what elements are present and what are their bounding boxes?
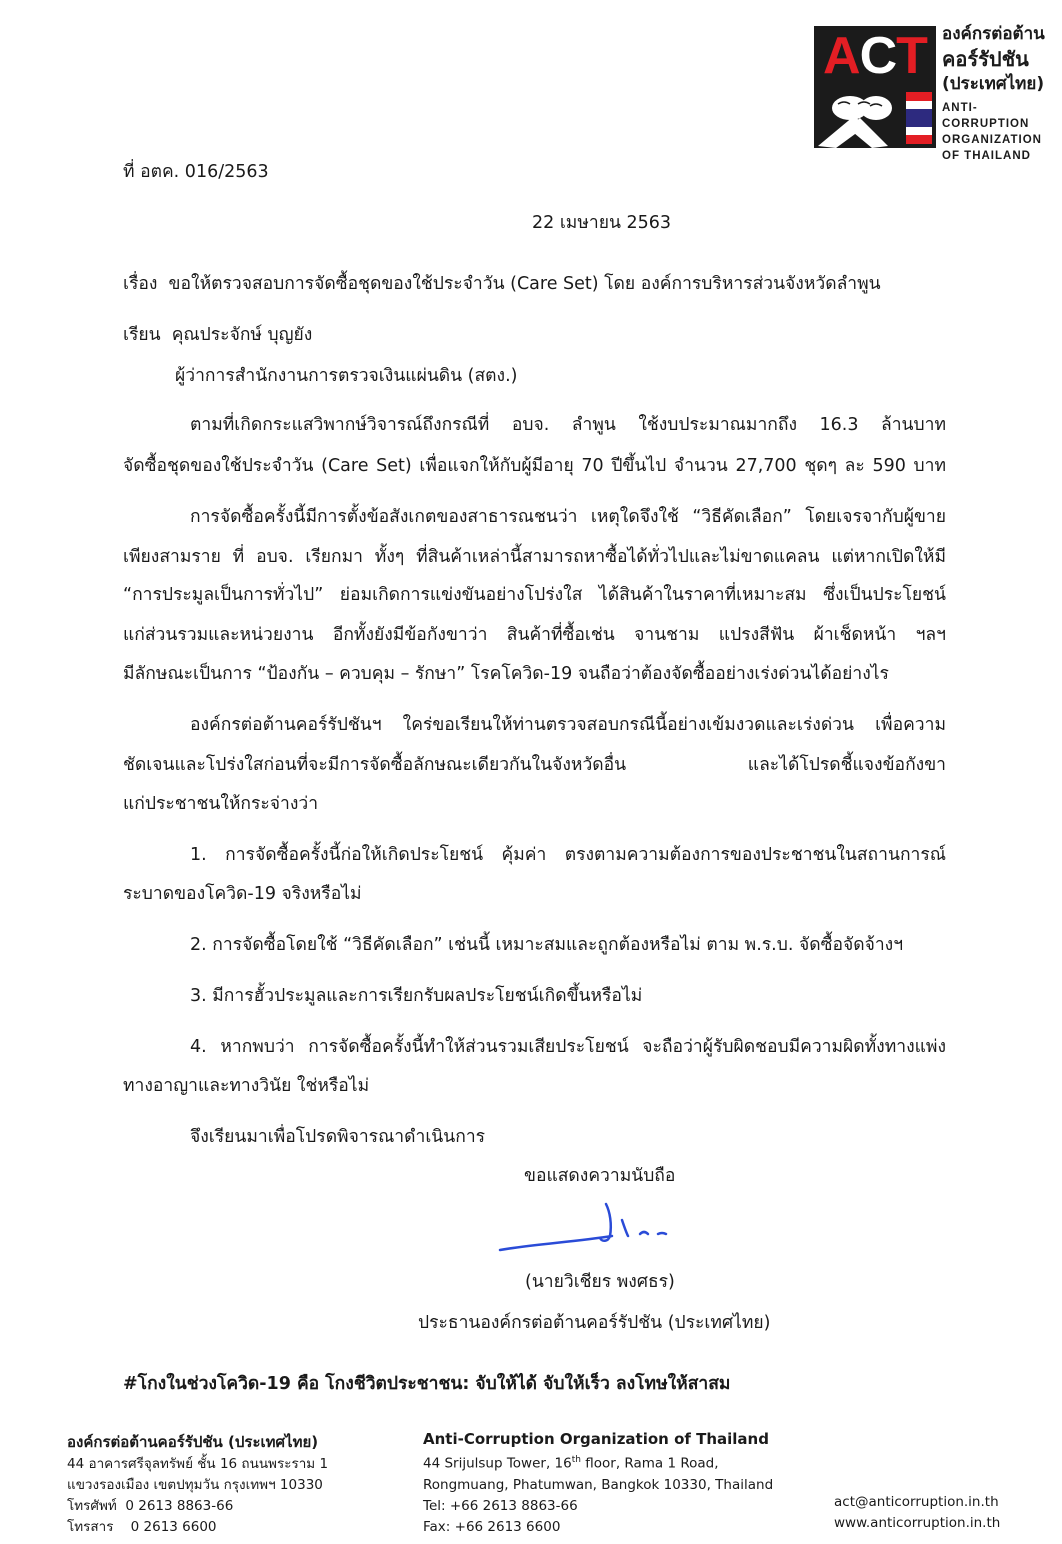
- logo-thai-line2: คอร์รัปชัน: [942, 47, 1029, 71]
- paragraph-2-line-2: เพียงสามราย ที่ อบจ. เรียกมา ทั้งๆ ที่สินค้าเหล่านี้สามารถหาซื้อได้ทั่วไปและไม่ขาดแคลน แต่หากเปิดให้มี: [123, 547, 946, 567]
- logo-en-line1: ANTI-CORRUPTION: [942, 102, 1030, 130]
- paragraph-2-line-4: แก่ส่วนรวมและหน่วยงาน อีกทั้งยังมีข้อกังขาว่า สินค้าที่ซื้อเช่น จานชาม แปรงสีฟัน ผ้าเช็ดหน้า ฯลฯ: [123, 625, 946, 645]
- hashtag-slogan: #โกงในช่วงโควิด-19 คือ โกงชีวิตประชาชน: จับให้ได้ จับให้เร็ว ลงโทษให้สาสม: [123, 1374, 731, 1394]
- regards-line: ขอแสดงความนับถือ: [524, 1166, 676, 1186]
- footer-english-address-1: 44 Srijulsup Tower, 16th floor, Rama 1 Road,: [423, 1455, 719, 1472]
- logo-thai-line3: (ประเทศไทย): [942, 74, 1045, 94]
- logo-thai-name: [942, 22, 1054, 96]
- item-1-line-2: ระบาดของโควิด-19 จริงหรือไม่: [123, 884, 362, 904]
- logo-english-name: [942, 100, 1054, 164]
- footer-contact-block: [834, 1492, 1000, 1534]
- letter-subject: เรื่อง ขอให้ตรวจสอบการจัดซื้อชุดของใช้ประจำวัน (Care Set) โดย องค์การบริหารส่วนจังหวัดลำพูน: [123, 274, 881, 294]
- paragraph-3-line-1: องค์กรต่อต้านคอร์รัปชันฯ ใคร่ขอเรียนให้ท่านตรวจสอบกรณีนี้อย่างเข้มงวดและเร่งด่วน เพื่อความ: [190, 715, 946, 735]
- footer-english-fax: Fax: +66 2613 6600: [423, 1518, 561, 1535]
- act-logo: [814, 26, 936, 148]
- logo-thai-line1: องค์กรต่อต้าน: [942, 24, 1045, 44]
- item-4-line-1: 4. หากพบว่า การจัดซื้อครั้งนี้ทำให้ส่วนรวมเสียประโยชน์ จะถือว่าผู้รับผิดชอบมีความผิดทั้งทางแพ่ง: [190, 1037, 946, 1057]
- signer-title: ประธานองค์กรต่อต้านคอร์รัปชัน (ประเทศไทย): [418, 1313, 771, 1333]
- logo-en-line2: ORGANIZATION: [942, 134, 1042, 146]
- letter-date: 22 เมษายน 2563: [532, 213, 672, 233]
- item-1-line-1: 1. การจัดซื้อครั้งนี้ก่อให้เกิดประโยชน์ คุ้มค่า ตรงตามความต้องการของประชาชนในสถานการณ์: [190, 845, 946, 865]
- closing-line: จึงเรียนมาเพื่อโปรดพิจารณาดำเนินการ: [190, 1127, 486, 1147]
- paragraph-2-line-5: มีลักษณะเป็นการ “ป้องกัน – ควบคุม – รักษา” โรคโควิด-19 จนถือว่าต้องจัดซื้ออย่างเร่งด่วนได้อย่างไร: [123, 664, 889, 684]
- item-4-line-2: ทางอาญาและทางวินัย ใช่หรือไม่: [123, 1076, 370, 1096]
- logo-en-line3: OF THAILAND: [942, 150, 1031, 162]
- handwritten-signature: [494, 1198, 684, 1258]
- footer-thai-org-name: องค์กรต่อต้านคอร์รัปชัน (ประเทศไทย): [67, 1433, 319, 1451]
- item-3: 3. มีการฮั้วประมูลและการเรียกรับผลประโยชน์เกิดขึ้นหรือไม่: [190, 986, 643, 1006]
- reference-number: ที่ อตค. 016/2563: [123, 162, 269, 182]
- paragraph-2-line-3: “การประมูลเป็นการทั่วไป” ย่อมเกิดการแข่งขันอย่างโปร่งใส ได้สินค้าในราคาที่เหมาะสม ซึ่งเป็นประโยชน์: [123, 585, 946, 605]
- footer-thai-address-2: แขวงรองเมือง เขตปทุมวัน กรุงเทพฯ 10330: [67, 1477, 323, 1493]
- logo-letters: ACT: [823, 27, 927, 85]
- footer-thai-address-1: 44 อาคารศรีจุลทรัพย์ ชั้น 16 ถนนพระราม 1: [67, 1456, 329, 1472]
- recipient-title: ผู้ว่าการสำนักงานการตรวจเงินแผ่นดิน (สตง.): [175, 366, 518, 386]
- footer-thai-fax: โทรสาร 0 2613 6600: [67, 1519, 217, 1535]
- footer-english-org-name: Anti-Corruption Organization of Thailand: [423, 1430, 769, 1448]
- paragraph-3-line-3: แก่ประชาชนให้กระจ่างว่า: [123, 794, 319, 814]
- item-2: 2. การจัดซื้อโดยใช้ “วิธีคัดเลือก” เช่นนี้ เหมาะสมและถูกต้องหรือไม่ ตาม พ.ร.บ. จัดซื้อจัดจ้างฯ: [190, 935, 904, 955]
- footer-english-address-2: Rongmuang, Phatumwan, Bangkok 10330, Thailand: [423, 1476, 774, 1493]
- footer-english-tel: Tel: +66 2613 8863-66: [423, 1497, 578, 1514]
- signer-name: (นายวิเชียร พงศธร): [525, 1272, 675, 1292]
- footer-english-block: [423, 1428, 773, 1538]
- paragraph-1-line-1: ตามที่เกิดกระแสวิพากษ์วิจารณ์ถึงกรณีที่ อบจ. ลำพูน ใช้งบประมาณมากถึง 16.3 ล้านบาท: [190, 415, 946, 435]
- crossed-fists-icon: [814, 82, 910, 148]
- footer-email-link[interactable]: act@anticorruption.in.th: [834, 1494, 999, 1510]
- paragraph-2-line-1: การจัดซื้อครั้งนี้มีการตั้งข้อสังเกตของสาธารณชนว่า เหตุใดจึงใช้ “วิธีคัดเลือก” โดยเจรจากับผู้ขาย: [190, 507, 946, 527]
- thai-flag-icon: [906, 92, 932, 144]
- footer-thai-block: [67, 1430, 328, 1538]
- footer-thai-phone: โทรศัพท์ 0 2613 8863-66: [67, 1498, 234, 1514]
- footer-website-link[interactable]: www.anticorruption.in.th: [834, 1515, 1001, 1531]
- paragraph-1-line-2: จัดซื้อชุดของใช้ประจำวัน (Care Set) เพื่อแจกให้กับผู้มีอายุ 70 ปีขึ้นไป จำนวน 27,700 ชุดๆ ละ 590 บาท: [123, 456, 946, 476]
- recipient-name: เรียน คุณประจักษ์ บุญยัง: [123, 325, 313, 345]
- paragraph-3-line-2: ชัดเจนและโปร่งใสก่อนที่จะมีการจัดซื้อลักษณะเดียวกันในจังหวัดอื่น และได้โปรดชี้แจงข้อกังขา: [123, 755, 946, 775]
